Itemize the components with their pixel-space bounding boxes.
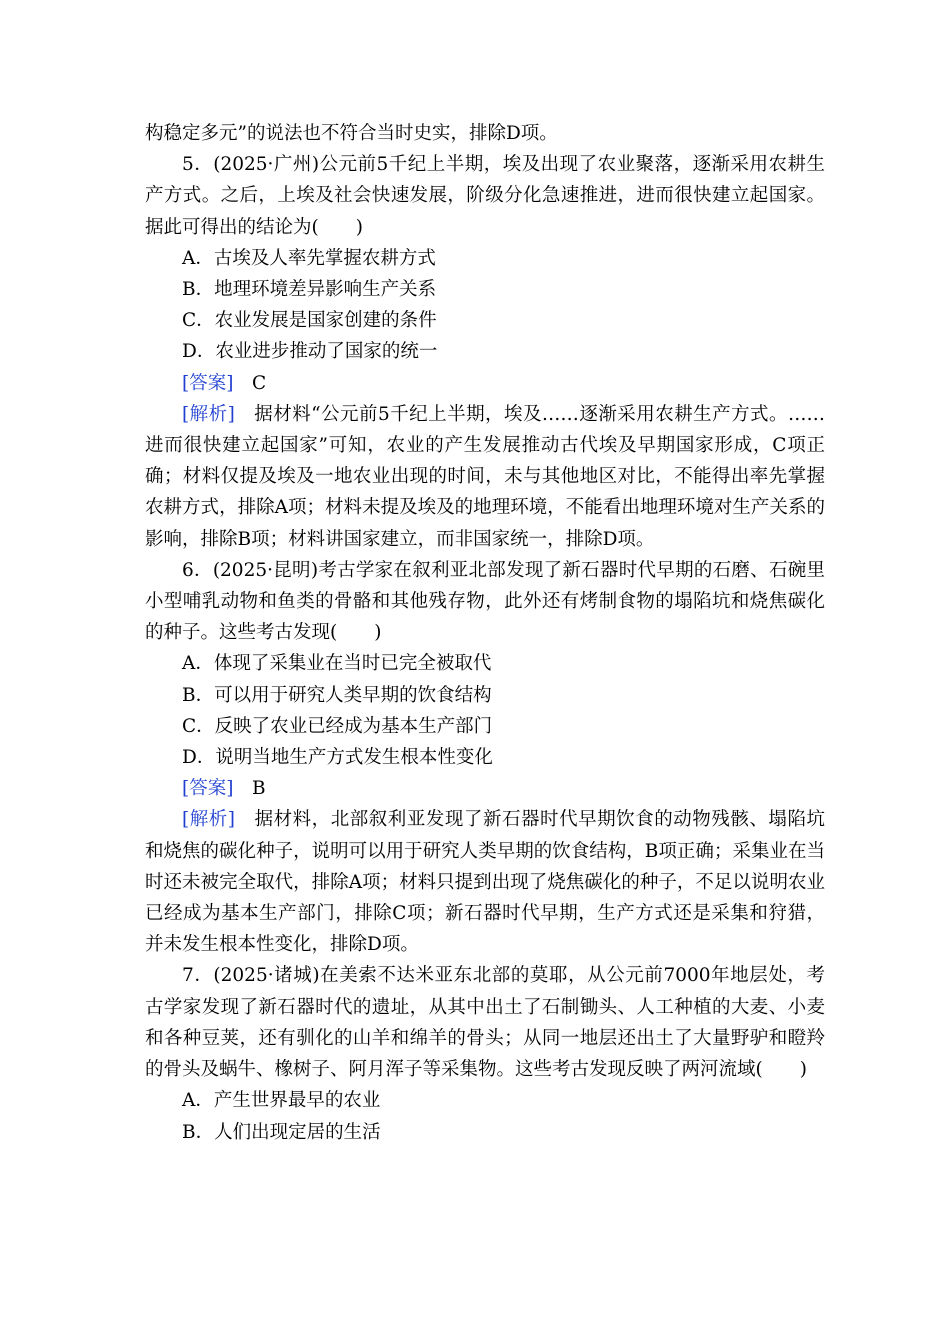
analysis-paragraph — [145, 804, 825, 960]
question-5 — [145, 149, 825, 555]
answer-line — [145, 368, 825, 399]
option-b: B．人们出现定居的生活 — [182, 1121, 381, 1143]
option-b: B．可以用于研究人类早期的饮食结构 — [182, 684, 492, 706]
document-page — [145, 118, 825, 1148]
question-stem: 5．(2025·广州)公元前5千纪上半期，埃及出现了农业聚落，逐渐采用农耕生产方式。之后，上埃及社会快速发展，阶级分化急速推进，进而很快建立起国家。据此可得出的结论为( ) — [145, 154, 825, 238]
question-stem: 7．(2025·诸城)在美索不达米亚东北部的莫耶，从公元前7000年地层处，考古学家发现了新石器时代的遗址，从其中出土了石制锄头、人工种植的大麦、小麦和各种豆荚，还有驯化的山羊和绵羊的骨头；从同一地层还出土了大量野驴和瞪羚的骨头及蜗牛、橡树子、阿月浑子等采集物。这些考古发现反映了两河流域( ) — [145, 965, 825, 1081]
answer-value: B — [251, 778, 266, 800]
answer-tag: [答案] — [182, 778, 234, 800]
analysis-text: 据材料，北部叙利亚发现了新石器时代早期饮食的动物残骸、塌陷坑和烧焦的碳化种子，说明可以用于研究人类早期的饮食结构，B项正确；采集业在当时还未被完全取代，排除A项；材料只提到出现了烧焦碳化的种子，不足以说明农业已经成为基本生产部门，排除C项；新石器时代早期，生产方式还是采集和狩猎，并未发生根本性变化，排除D项。 — [145, 809, 825, 956]
answer-tag: [答案] — [182, 372, 234, 394]
analysis-text: 据材料“公元前5千纪上半期，埃及……逐渐采用农耕生产方式。……进而很快建立起国家”可知，农业的产生发展推动古代埃及早期国家形成，C项正确；材料仅提及埃及一地农业出现的时间，未与其他地区对比，不能得出率先掌握农耕方式，排除A项；材料未提及埃及的地理环境，不能看出地理环境对生产关系的影响，排除B项；材料讲国家建立，而非国家统一，排除D项。 — [145, 403, 825, 550]
question-stem: 6．(2025·昆明)考古学家在叙利亚北部发现了新石器时代早期的石磨、石碗里小型哺乳动物和鱼类的骨骼和其他残存物，此外还有烤制食物的塌陷坑和烧焦碳化的种子。这些考古发现( ) — [145, 559, 825, 644]
option-a: A．产生世界最早的农业 — [182, 1090, 381, 1112]
lead-in-text: 构稳定多元”的说法也不符合当时史实，排除D项。 — [145, 123, 558, 144]
question-7 — [145, 960, 825, 1147]
analysis-paragraph — [145, 399, 825, 555]
analysis-tag: [解析] — [182, 403, 235, 425]
answer-value: C — [251, 372, 267, 394]
option-a: A．体现了采集业在当时已完全被取代 — [182, 653, 492, 675]
answer-line — [145, 773, 825, 804]
option-d: D．农业进步推动了国家的统一 — [182, 341, 438, 363]
option-d: D．说明当地生产方式发生根本性变化 — [182, 747, 493, 769]
analysis-tag: [解析] — [182, 809, 236, 831]
option-c: C．农业发展是国家创建的条件 — [182, 310, 437, 332]
option-c: C．反映了农业已经成为基本生产部门 — [182, 715, 493, 737]
question-6 — [145, 555, 825, 961]
option-b: B．地理环境差异影响生产关系 — [182, 279, 437, 301]
option-a: A．古埃及人率先掌握农耕方式 — [182, 247, 436, 269]
